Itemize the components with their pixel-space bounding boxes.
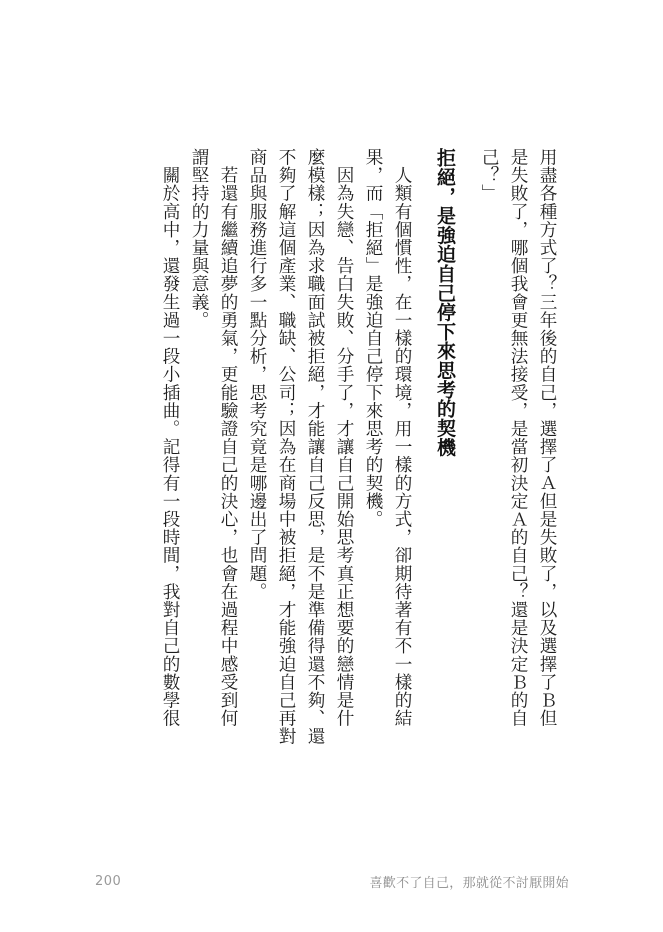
text-column: 麼模樣；因為求職面試被拒絕，才能讓自己反思，是不是準備得還不夠、還 (305, 148, 325, 746)
text-column: 關於高中，還發生過一段小插曲。記得有一段時間，我對自己的數學很 (160, 148, 180, 728)
text-column: 果，而「拒絕」是強迫自己停下來思考的契機。 (363, 148, 383, 529)
text-column: 是失敗了，哪個我會更無法接受，是當初決定Ａ的自己？還是決定Ｂ的自 (508, 148, 528, 728)
text-column: 己？」 (479, 148, 499, 203)
section-heading: 拒絕，是強迫自己停下來思考的契機 (434, 148, 456, 457)
text-column: 謂堅持的力量與意義。 (189, 148, 209, 329)
vertical-text-block (130, 148, 562, 778)
text-column: 不夠了解這個產業、職缺、公司；因為在商場中被拒絕，才能強迫自己再對 (276, 148, 296, 746)
text-column: 商品與服務進行多一點分析，思考究竟是哪邊出了問題。 (247, 148, 267, 601)
text-column: 人類有個慣性，在一樣的環境，用一樣的方式，卻期待著有不一樣的結 (392, 148, 412, 728)
text-column: 若還有繼續追夢的勇氣，更能驗證自己的決心，也會在過程中感受到何 (218, 148, 238, 728)
text-column: 因為失戀、告白失敗、分手了，才讓自己開始思考真正想要的戀情是什 (334, 148, 354, 728)
running-footer-title: 喜歡不了自己，那就從不討厭開始 (369, 876, 569, 891)
text-column: 用盡各種方式了？三年後的自己，選擇了Ａ但是失敗了，以及選擇了Ｂ但 (537, 148, 557, 728)
page-number: 200 (95, 874, 122, 889)
